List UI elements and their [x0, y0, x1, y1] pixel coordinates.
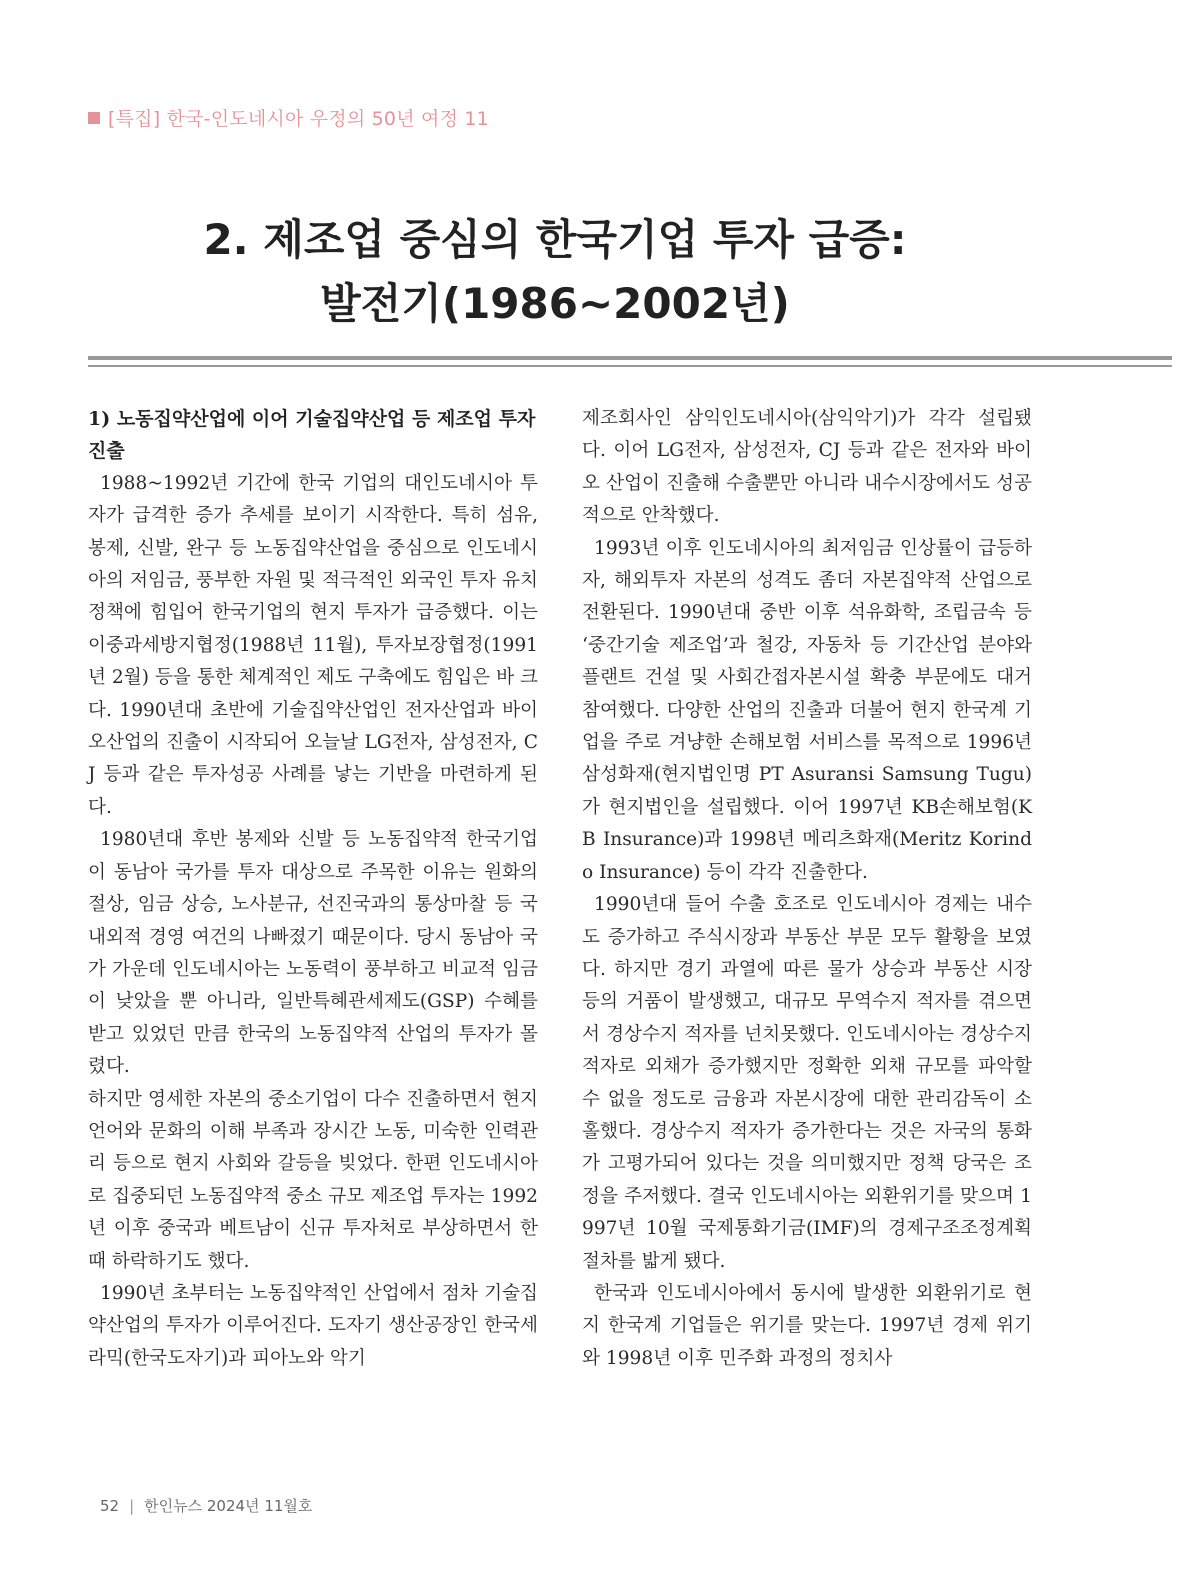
subsection-heading: 1) 노동집약산업에 이어 기술집약산업 등 제조업 투자 진출 [88, 408, 536, 463]
article-title-line1: 2. 제조업 중심의 한국기업 투자 급증: [203, 215, 907, 264]
page-number: 52 [100, 1497, 120, 1515]
title-divider-thin [88, 365, 1172, 367]
footer-separator: | [129, 1497, 135, 1515]
pink-square-icon [88, 112, 100, 124]
paragraph: 제조회사인 삼익인도네시아(삼익악기)가 각각 설립됐다. 이어 LG전자, 삼성전자, CJ 등과 같은 전자와 바이오 산업이 진출해 수출뿐만 아니라 내수시장에서도 성공적으로 안착했다. [582, 408, 1032, 527]
right-column [582, 403, 1032, 1375]
title-divider-thick [88, 356, 1172, 360]
section-header-text: [특집] 한국-인도네시아 우정의 50년 여정 11 [108, 108, 489, 130]
paragraph: 1990년 초부터는 노동집약적인 산업에서 점차 기술집약산업의 투자가 이루어진다. 도자기 생산공장인 한국세라믹(한국도자기)과 피아노와 악기 [88, 1282, 538, 1369]
paragraph: 1988~1992년 기간에 한국 기업의 대인도네시아 투자가 급격한 증가 추세를 보이기 시작한다. 특히 섬유, 봉제, 신발, 완구 등 노동집약산업을 중심으로 인도네시아의 저임금, 풍부한 자원 및 적극적인 외국인 투자 유치 정책에 힘입어 한국기업의 현지 투자가 급증했다. 이는 이중과세방지협정(1988년 11월), 투자보장협정(1991년 2월) 등을 통한 체계적인 제도 구축에도 힘입은 바 크다. 1990년대 초반에 기술집약산업인 전자산업과 바이오산업의 진출이 시작되어 오늘날 LG전자, 삼성전자, CJ 등과 같은 투자성공 사례를 낳는 기반을 마련하게 된다. [88, 472, 538, 818]
paragraph: 1993년 이후 인도네시아의 최저임금 인상률이 급등하자, 해외투자 자본의 성격도 좀더 자본집약적 산업으로 전환된다. 1990년대 중반 이후 석유화학, 조립금속 등 ‘중간기술 제조업’과 철강, 자동차 등 기간산업 분야와 플랜트 건설 및 사회간접자본시설 확충 부문에도 대거 참여했다. 다양한 산업의 진출과 더불어 현지 한국계 기업을 주로 겨냥한 손해보험 서비스를 목적으로 1996년 삼성화재(현지법인명 PT Asuransi Samsung Tugu)가 현지법인을 설립했다. 이어 1997년 KB손해보험(KB Insurance)과 1998년 메리츠화재(Meritz Korindo Insurance) 등이 각각 진출한다. [582, 537, 1032, 883]
paragraph: 한국과 인도네시아에서 동시에 발생한 외환위기로 현지 한국계 기업들은 위기를 맞는다. 1997년 경제 위기와 1998년 이후 민주화 과정의 정치사 [582, 1282, 1032, 1369]
paragraph: 하지만 영세한 자본의 중소기업이 다수 진출하면서 현지 언어와 문화의 이해 부족과 장시간 노동, 미숙한 인력관리 등으로 현지 사회와 갈등을 빚었다. 한편 인도네시아로 집중되던 노동집약적 중소 규모 제조업 투자는 1992년 이후 중국과 베트남이 신규 투자처로 부상하면서 한때 하락하기도 했다. [88, 1088, 538, 1272]
article-title-line2: 발전기(1986~2002년) [320, 279, 790, 328]
publication-name: 한인뉴스 2024년 11월호 [144, 1497, 313, 1515]
left-column [88, 403, 538, 1375]
article-title [0, 208, 1110, 336]
section-header [88, 104, 489, 131]
page-footer [100, 1495, 312, 1516]
paragraph: 1990년대 들어 수출 호조로 인도네시아 경제는 내수도 증가하고 주식시장과 부동산 부문 모두 활황을 보였다. 하지만 경기 과열에 따른 물가 상승과 부동산 시장 등의 거품이 발생했고, 대규모 무역수지 적자를 겪으면서 경상수지 적자를 넌치못했다. 인도네시아는 경상수지 적자로 외채가 증가했지만 정확한 외채 규모를 파악할 수 없을 정도로 금융과 자본시장에 대한 관리감독이 소홀했다. 경상수지 적자가 증가한다는 것은 자국의 통화가 고평가되어 있다는 것을 의미했지만 정책 당국은 조정을 주저했다. 결국 인도네시아는 외환위기를 맞으며 1997년 10월 국제통화기금(IMF)의 경제구조조정계획 절차를 밟게 됐다. [582, 894, 1032, 1272]
paragraph: 1980년대 후반 봉제와 신발 등 노동집약적 한국기업이 동남아 국가를 투자 대상으로 주목한 이유는 원화의 절상, 임금 상승, 노사분규, 선진국과의 통상마찰 등 국내외적 경영 여건의 나빠졌기 때문이다. 당시 동남아 국가 가운데 인도네시아는 노동력이 풍부하고 비교적 임금이 낮았을 뿐 아니라, 일반특혜관세제도(GSP) 수혜를 받고 있었던 만큼 한국의 노동집약적 산업의 투자가 몰렸다. [88, 829, 538, 1078]
